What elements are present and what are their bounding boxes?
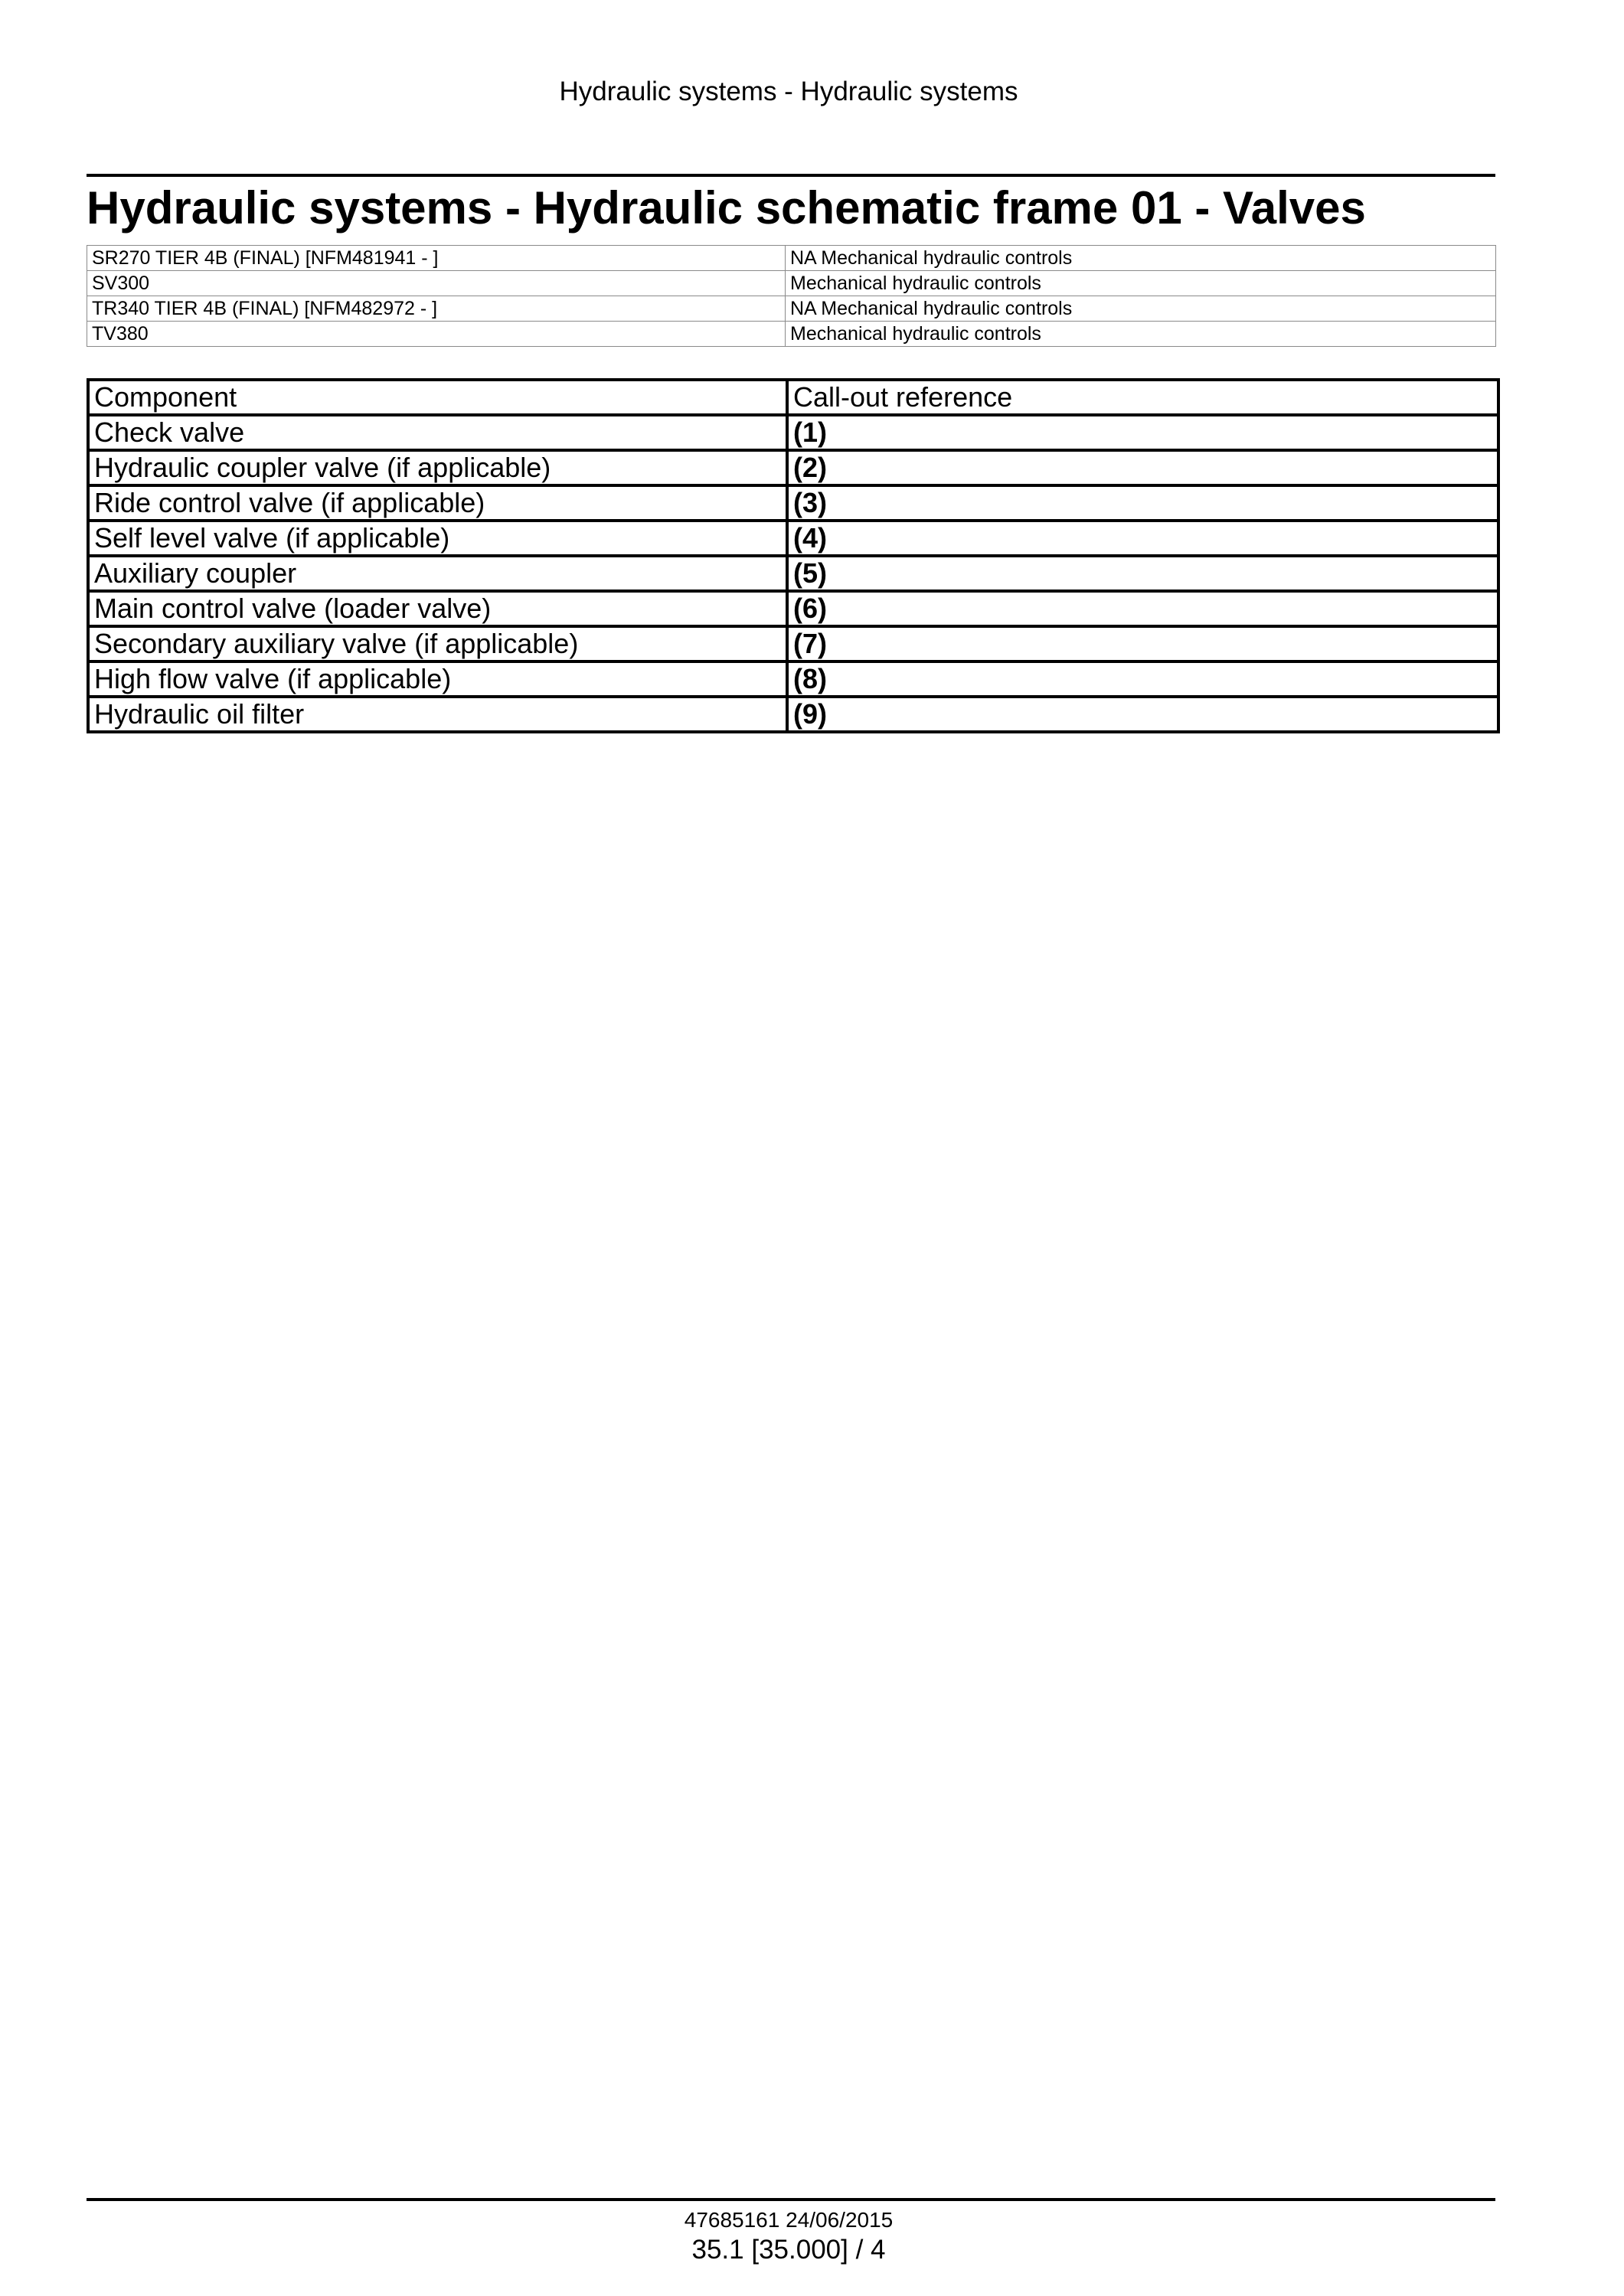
component-cell: Hydraulic coupler valve (if applicable) (88, 450, 787, 485)
component-cell: Check valve (88, 415, 787, 450)
table-row (88, 415, 1498, 450)
column-header-reference: Call-out reference (787, 380, 1498, 415)
model-cell: TR340 TIER 4B (FINAL) [NFM482972 - ] (87, 296, 786, 322)
config-cell: NA Mechanical hydraulic controls (786, 246, 1496, 271)
component-cell: Auxiliary coupler (88, 556, 787, 591)
component-cell: Hydraulic oil filter (88, 697, 787, 732)
reference-cell: (9) (787, 697, 1498, 732)
model-cell: SR270 TIER 4B (FINAL) [NFM481941 - ] (87, 246, 786, 271)
component-cell: Ride control valve (if applicable) (88, 485, 787, 521)
table-header-row (88, 380, 1498, 415)
config-cell: NA Mechanical hydraulic controls (786, 296, 1496, 322)
config-cell: Mechanical hydraulic controls (786, 322, 1496, 347)
footer-page-reference: 35.1 [35.000] / 4 (691, 2235, 886, 2265)
table-row (88, 485, 1498, 521)
components-table (87, 378, 1500, 733)
table-row (88, 521, 1498, 556)
reference-cell: (2) (787, 450, 1498, 485)
component-cell: High flow valve (if applicable) (88, 661, 787, 697)
applicability-row (87, 296, 1496, 322)
reference-cell: (7) (787, 626, 1498, 661)
reference-cell: (6) (787, 591, 1498, 626)
reference-cell: (3) (787, 485, 1498, 521)
config-cell: Mechanical hydraulic controls (786, 271, 1496, 296)
running-header: Hydraulic systems - Hydraulic systems (559, 77, 1018, 106)
component-cell: Secondary auxiliary valve (if applicable) (88, 626, 787, 661)
reference-cell: (1) (787, 415, 1498, 450)
reference-cell: (5) (787, 556, 1498, 591)
table-row (88, 591, 1498, 626)
title-divider (87, 174, 1495, 177)
table-row (88, 697, 1498, 732)
component-cell: Self level valve (if applicable) (88, 521, 787, 556)
page-title: Hydraulic systems - Hydraulic schematic frame 01 - Valves (87, 182, 1366, 234)
applicability-row (87, 322, 1496, 347)
applicability-row (87, 271, 1496, 296)
footer-divider (87, 2198, 1495, 2201)
table-row (88, 661, 1498, 697)
column-header-component: Component (88, 380, 787, 415)
table-row (88, 556, 1498, 591)
model-cell: TV380 (87, 322, 786, 347)
table-row (88, 626, 1498, 661)
reference-cell: (8) (787, 661, 1498, 697)
footer-document-info: 47685161 24/06/2015 (684, 2208, 894, 2232)
component-cell: Main control valve (loader valve) (88, 591, 787, 626)
reference-cell: (4) (787, 521, 1498, 556)
model-cell: SV300 (87, 271, 786, 296)
applicability-table (87, 245, 1496, 347)
applicability-row (87, 246, 1496, 271)
table-row (88, 450, 1498, 485)
